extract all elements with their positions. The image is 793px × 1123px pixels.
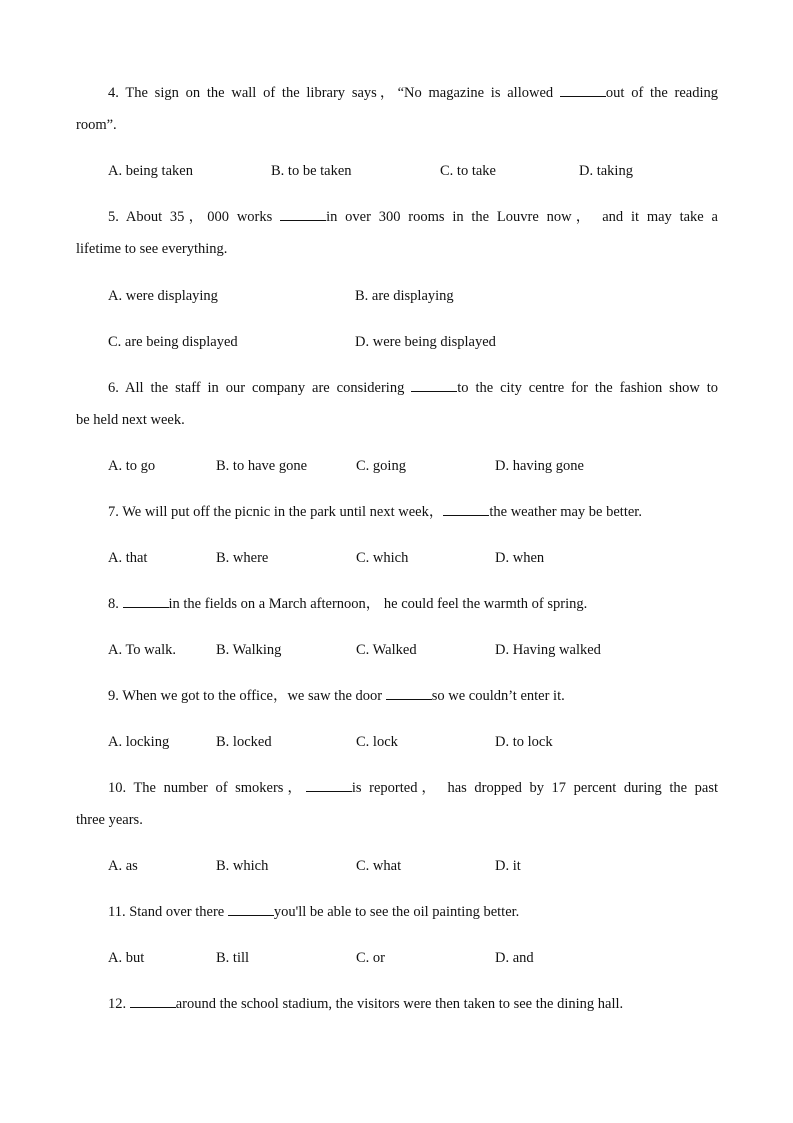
answer-blank [411, 379, 457, 392]
option-d: D. were being displayed [355, 334, 496, 350]
answer-blank [443, 503, 489, 516]
answer-blank [228, 903, 274, 916]
option-b: B. Walking [216, 642, 282, 658]
question-text-line: lifetime to see everything. [76, 241, 228, 257]
question-11 [76, 896, 718, 928]
option-d: D. when [495, 550, 545, 566]
options-9 [108, 730, 718, 754]
option-c: C. going [356, 458, 406, 474]
question-8 [76, 588, 718, 620]
question-text-line: room”. [76, 117, 117, 133]
answer-blank [306, 779, 352, 792]
options-10 [108, 854, 718, 878]
question-text-line: 11. Stand over there you'll be able to see the oil painting better. [108, 904, 520, 920]
option-a: A. as [108, 858, 138, 874]
option-c: C. are being displayed [108, 334, 238, 350]
option-b: B. to have gone [216, 458, 308, 474]
option-c: C. Walked [356, 642, 417, 658]
option-b: B. which [216, 858, 269, 874]
question-text-line: 6. All the staff in our company are considering to the city centre for the fashion show to [108, 380, 718, 396]
question-text-line: 9. When we got to the office，we saw the door so we couldn’t enter it. [108, 688, 565, 704]
question-4 [76, 77, 718, 141]
options-5a [108, 284, 718, 308]
option-a: A. To walk. [108, 642, 176, 658]
option-c: C. or [356, 950, 385, 966]
option-b: B. where [216, 550, 269, 566]
question-text-line: 4. The sign on the wall of the library says，“No magazine is allowed out of the reading [108, 85, 718, 101]
option-b: B. locked [216, 734, 272, 750]
options-4 [108, 159, 718, 183]
question-7 [76, 496, 718, 528]
question-6 [76, 372, 718, 436]
question-5 [76, 201, 718, 265]
option-a: A. to go [108, 458, 156, 474]
option-b: B. are displaying [355, 288, 454, 304]
option-d: D. to lock [495, 734, 553, 750]
option-a: A. but [108, 950, 145, 966]
question-10 [76, 772, 718, 836]
answer-blank [560, 84, 606, 97]
option-a: A. locking [108, 734, 170, 750]
options-8 [108, 638, 718, 662]
options-5b [108, 330, 718, 354]
option-a: A. were displaying [108, 288, 218, 304]
option-b: B. to be taken [271, 163, 352, 179]
answer-blank [123, 595, 169, 608]
option-d: D. it [495, 858, 521, 874]
question-text-line: 12. around the school stadium, the visitors were then taken to see the dining hall. [108, 996, 624, 1012]
answer-blank [386, 687, 432, 700]
options-11 [108, 946, 718, 970]
option-c: C. to take [440, 163, 496, 179]
option-c: C. lock [356, 734, 398, 750]
question-9 [76, 680, 718, 712]
options-6 [108, 454, 718, 478]
option-b: B. till [216, 950, 250, 966]
question-12 [76, 988, 718, 1020]
question-text-line: 10. The number of smokers， is reported， has dropped by 17 percent during the past [108, 780, 718, 796]
options-7 [108, 546, 718, 570]
question-text-line: 5. About 35，000 works in over 300 rooms in the Louvre now， and it may take a [108, 209, 718, 225]
answer-blank [280, 208, 326, 221]
option-c: C. which [356, 550, 409, 566]
option-c: C. what [356, 858, 402, 874]
option-d: D. having gone [495, 458, 584, 474]
option-d: D. taking [579, 163, 633, 179]
question-text-line: be held next week. [76, 412, 185, 428]
option-a: A. that [108, 550, 148, 566]
question-text-line: three years. [76, 812, 143, 828]
option-d: D. and [495, 950, 534, 966]
option-a: A. being taken [108, 163, 193, 179]
question-text-line: 8. in the fields on a March afternoon， he could feel the warmth of spring. [108, 596, 588, 612]
option-d: D. Having walked [495, 642, 601, 658]
question-text-line: 7. We will put off the picnic in the park until next week， the weather may be better. [108, 504, 642, 520]
answer-blank [130, 995, 176, 1008]
